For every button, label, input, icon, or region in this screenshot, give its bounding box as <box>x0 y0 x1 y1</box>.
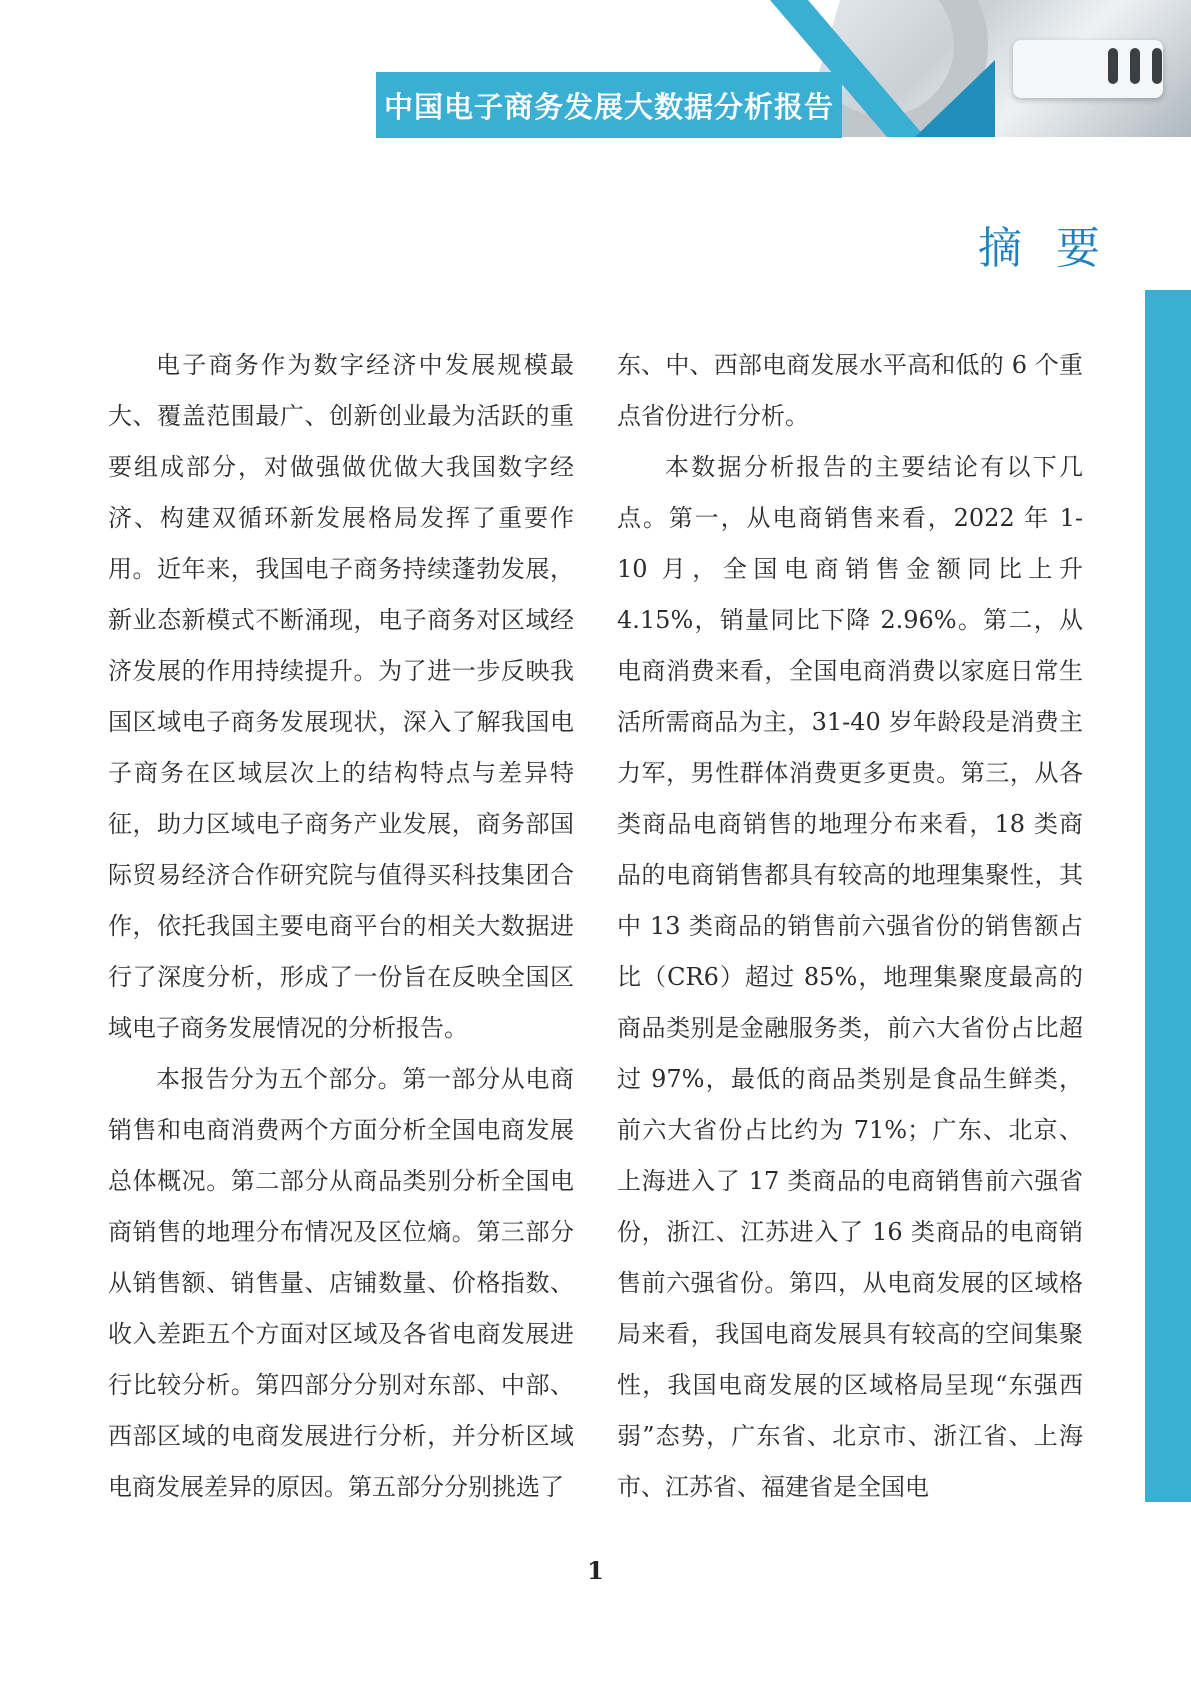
left-text-column <box>108 340 574 1513</box>
section-title: 摘 要 <box>978 223 1110 274</box>
paragraph: 本数据分析报告的主要结论有以下几点。第一，从电商销售来看，2022 年 1-10 月，全国电商销售金额同比上升 4.15%，销量同比下降 2.96%。第二，从电商消费来看，全国电商消费以家庭日常生活所需商品为主，31-40 岁年龄段是消费主力军，男性群体消费更多更贵。第三，从各类商品电商销售的地理分布来看，18 类商品的电商销售都具有较高的地理集聚性，其中 13 类商品的销售前六强省份的销售额占比（CR6）超过 85%，地理集聚度最高的商品类别是金融服务类，前六大省份占比超过 97%，最低的商品类别是食品生鲜类，前六大省份占比约为 71%；广东、北京、上海进入了 17 类商品的电商销售前六强省份，浙江、江苏进入了 16 类商品的电商销售前六强省份。第四，从电商发展的区域格局来看，我国电商发展具有较高的空间集聚性，我国电商发展的区域格局呈现“东强西弱”态势，广东省、北京市、浙江省、上海市、江苏省、福建省是全国电 <box>617 453 1083 1501</box>
paragraph: 电子商务作为数字经济中发展规模最大、覆盖范围最广、创新创业最为活跃的重要组成部分，对做强做优做大我国数字经济、构建双循环新发展格局发挥了重要作用。近年来，我国电子商务持续蓬勃发展，新业态新模式不断涌现，电子商务对区域经济发展的作用持续提升。为了进一步反映我国区域电子商务发展现状，深入了解我国电子商务在区域层次上的结构特点与差异特征，助力区域电子商务产业发展，商务部国际贸易经济合作研究院与值得买科技集团合作，依托我国主要电商平台的相关大数据进行了深度分析，形成了一份旨在反映全国区域电子商务发展情况的分析报告。 <box>108 351 574 1042</box>
header-triangle-accent <box>915 60 995 137</box>
side-accent-bar <box>1145 290 1191 1502</box>
report-title-banner <box>376 72 842 138</box>
right-text-column <box>617 340 1083 1513</box>
paragraph-continuation: 东、中、西部电商发展水平高和低的 6 个重点省份进行分析。 <box>617 351 1083 430</box>
paragraph: 本报告分为五个部分。第一部分从电商销售和电商消费两个方面分析全国电商发展总体概况。第二部分从商品类别分析全国电商销售的地理分布情况及区位熵。第三部分从销售额、销售量、店铺数量、价格指数、收入差距五个方面对区域及各省电商发展进行比较分析。第四部分分别对东部、中部、西部区域的电商发展进行分析，并分析区域电商发展差异的原因。第五部分分别挑选了 <box>108 1065 574 1501</box>
report-title: 中国电子商务发展大数据分析报告 <box>383 89 834 124</box>
page-number: 1 <box>587 1556 604 1585</box>
